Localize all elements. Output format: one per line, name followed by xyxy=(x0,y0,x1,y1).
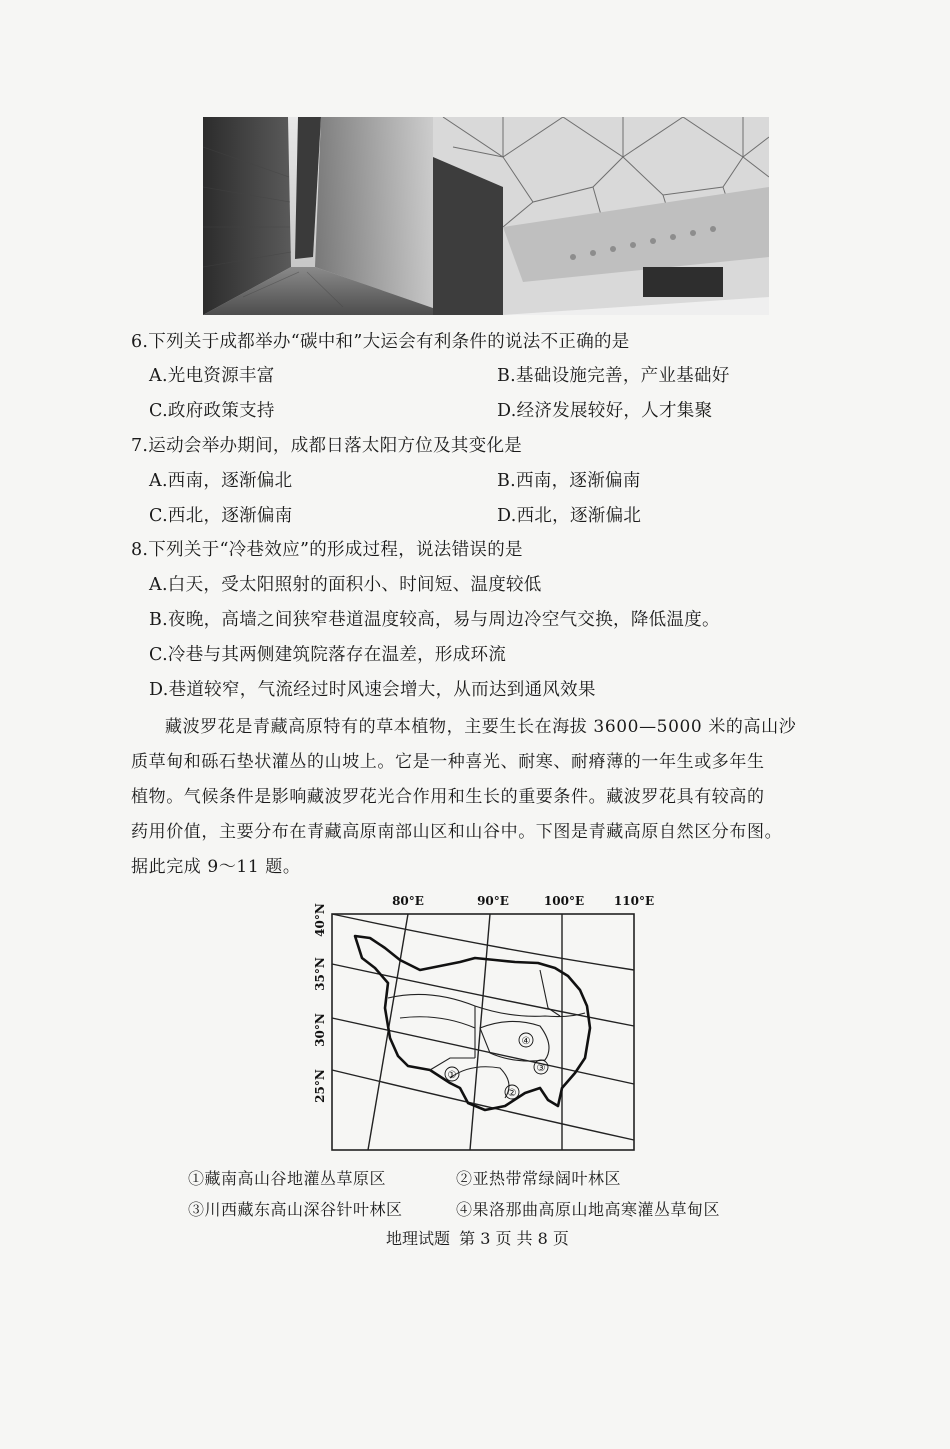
map-marker-4: ④ xyxy=(521,1036,531,1047)
lat-label-30: 30°N xyxy=(313,1013,327,1047)
passage-line: 质草甸和砾石垫状灌丛的山坡上。它是一种喜光、耐寒、耐瘠薄的一年生或多年生 xyxy=(131,752,765,772)
lat-label-40: 40°N xyxy=(313,903,327,937)
question-6-option-c[interactable]: C.政府政策支持 xyxy=(149,401,275,421)
lon-label-80: 80°E xyxy=(392,894,424,908)
question-7-option-d[interactable]: D.西北，逐渐偏北 xyxy=(497,506,642,526)
question-6-option-b[interactable]: B.基础设施完善，产业基础好 xyxy=(497,366,730,386)
question-8-option-b[interactable]: B.夜晚，高墙之间狭窄巷道温度较高，易与周边冷空气交换，降低温度。 xyxy=(149,610,720,630)
passage-line: 据此完成 9～11 题。 xyxy=(131,857,301,877)
lon-label-100: 100°E xyxy=(543,894,585,908)
legend-item-1: ①藏南高山谷地灌丛草原区 xyxy=(188,1169,387,1188)
legend-item-3: ③川西藏东高山深谷针叶林区 xyxy=(188,1200,403,1219)
question-8-option-d[interactable]: D.巷道较窄，气流经过时风速会增大，从而达到通风效果 xyxy=(149,680,596,700)
question-6-stem: 6.下列关于成都举办“碳中和”大运会有利条件的说法不正确的是 xyxy=(131,332,630,352)
question-8-stem: 8.下列关于“冷巷效应”的形成过程，说法错误的是 xyxy=(131,540,523,560)
question-8-option-a[interactable]: A.白天，受太阳照射的面积小、时间短、温度较低 xyxy=(149,575,542,595)
page-footer xyxy=(386,1226,573,1249)
map-marker-3: ③ xyxy=(536,1063,546,1074)
lon-label-90: 90°E xyxy=(477,894,509,908)
question-7-option-a[interactable]: A.西南，逐渐偏北 xyxy=(149,471,293,491)
footer-subject: 地理试题 xyxy=(386,1229,451,1248)
passage-line: 植物。气候条件是影响藏波罗花光合作用和生长的重要条件。藏波罗花具有较高的 xyxy=(131,787,765,807)
reading-passage xyxy=(131,710,841,885)
question-7-stem: 7.运动会举办期间，成都日落太阳方位及其变化是 xyxy=(131,436,523,456)
illustration-photo xyxy=(203,117,769,315)
map-marker-1: ① xyxy=(447,1070,457,1081)
question-6-option-d[interactable]: D.经济发展较好，人才集聚 xyxy=(497,401,713,421)
lat-label-25: 25°N xyxy=(313,1069,327,1103)
question-8-option-c[interactable]: C.冷巷与其两侧建筑院落存在温差，形成环流 xyxy=(149,645,507,665)
question-6-option-a[interactable]: A.光电资源丰富 xyxy=(149,366,275,386)
passage-line: 药用价值，主要分布在青藏高原南部山区和山谷中。下图是青藏高原自然区分布图。 xyxy=(131,822,783,842)
legend-item-2: ②亚热带常绿阔叶林区 xyxy=(456,1169,622,1188)
lat-label-35: 35°N xyxy=(313,957,327,991)
tibet-plateau-natural-zone-map xyxy=(300,888,660,1160)
map-marker-2: ② xyxy=(507,1088,517,1099)
lon-label-110: 110°E xyxy=(613,894,655,908)
question-7-option-b[interactable]: B.西南，逐渐偏南 xyxy=(497,471,641,491)
alley-and-building-photo xyxy=(203,117,769,315)
legend-item-4: ④果洛那曲高原山地高寒灌丛草甸区 xyxy=(456,1200,721,1219)
passage-line: 藏波罗花是青藏高原特有的草本植物，主要生长在海拔 3600—5000 米的高山沙 xyxy=(165,717,797,737)
question-7-option-c[interactable]: C.西北，逐渐偏南 xyxy=(149,506,293,526)
footer-page-number: 第 3 页 共 8 页 xyxy=(459,1229,569,1248)
